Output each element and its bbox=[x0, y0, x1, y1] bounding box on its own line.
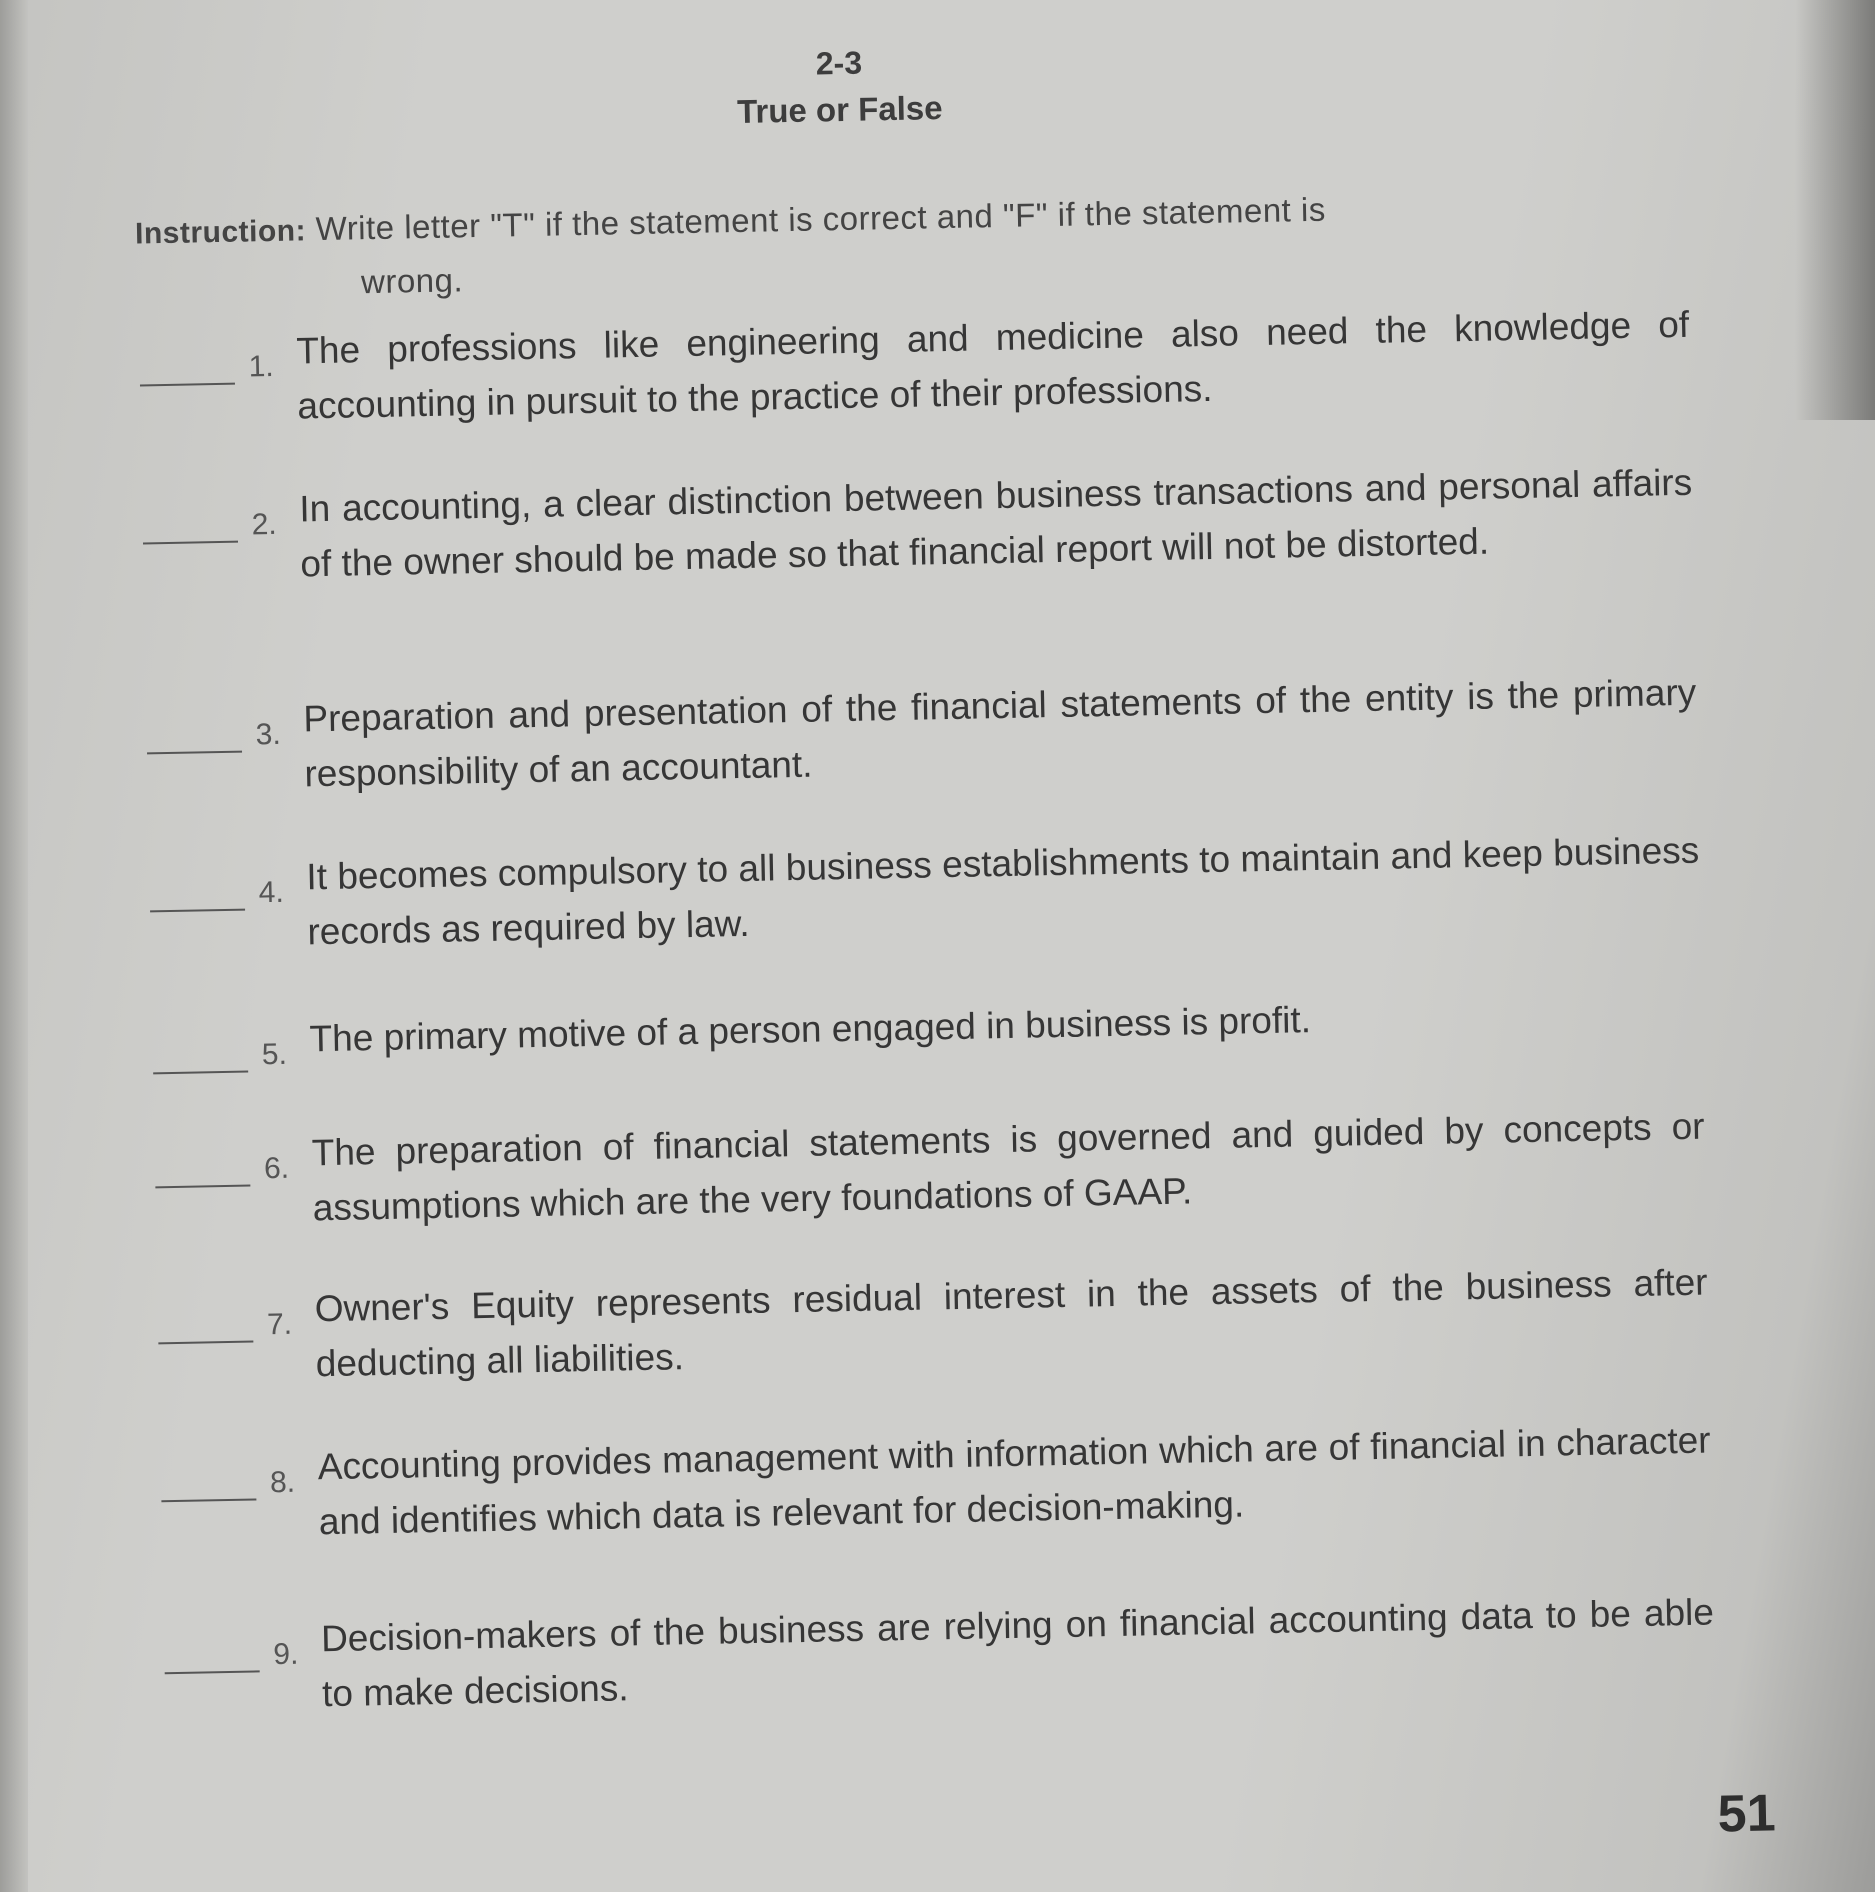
question-number: 2. bbox=[251, 507, 278, 542]
answer-blank-6[interactable] bbox=[155, 1185, 250, 1189]
question-text: Owner's Equity represents residual interest in the assets of the business after deducting all liabilities. bbox=[314, 1261, 1708, 1385]
question-text: Accounting provides management with information which are of financial in character and identifies which data is relevant for decision-making. bbox=[317, 1419, 1711, 1543]
question-item-6 bbox=[154, 1099, 1706, 1239]
instruction bbox=[135, 178, 1607, 312]
question-number: 5. bbox=[261, 1037, 288, 1072]
instruction-label: Instruction: bbox=[134, 214, 307, 251]
question-number: 7. bbox=[266, 1307, 293, 1342]
instruction-text-continued: wrong. bbox=[360, 261, 464, 301]
answer-blank-2[interactable] bbox=[143, 541, 238, 545]
answer-blank-3[interactable] bbox=[147, 751, 242, 755]
question-number: 6. bbox=[263, 1151, 290, 1186]
question-item-4 bbox=[149, 823, 1701, 963]
answer-blank-8[interactable] bbox=[161, 1498, 256, 1502]
page-number: 51 bbox=[1717, 1784, 1777, 1844]
answer-blank-9[interactable] bbox=[165, 1670, 260, 1674]
question-number: 9. bbox=[273, 1637, 299, 1672]
section-number: 2-3 bbox=[815, 44, 863, 82]
question-number: 8. bbox=[269, 1465, 296, 1500]
question-item-1 bbox=[139, 297, 1691, 437]
question-text: The professions like engineering and medicine also need the knowledge of accounting in pursuit to the practice of their professions. bbox=[295, 303, 1690, 427]
question-item-7 bbox=[157, 1255, 1709, 1395]
question-text: In accounting, a clear distinction between business transactions and personal affairs of the owner should be made so that financial report will not be distorted. bbox=[298, 461, 1693, 585]
question-item-5 bbox=[152, 985, 1703, 1075]
question-number: 3. bbox=[255, 717, 282, 752]
answer-blank-1[interactable] bbox=[140, 383, 235, 387]
question-text: Decision-makers of the business are relying on financial accounting data to be able to make decisions. bbox=[320, 1591, 1715, 1715]
question-text: The primary motive of a person engaged in business is profit. bbox=[309, 999, 1312, 1060]
question-text: Preparation and presentation of the financial statements of the entity is the primary responsibility of an accountant. bbox=[303, 671, 1697, 795]
answer-blank-4[interactable] bbox=[150, 909, 245, 913]
question-item-8 bbox=[160, 1413, 1712, 1553]
instruction-text: Write letter "T" if the statement is correct and "F" if the statement is bbox=[315, 190, 1327, 248]
question-number: 4. bbox=[258, 875, 285, 910]
answer-blank-7[interactable] bbox=[158, 1340, 253, 1344]
question-item-9 bbox=[164, 1585, 1716, 1725]
section-title: True or False bbox=[736, 89, 943, 130]
question-item-3 bbox=[146, 665, 1698, 805]
question-text: It becomes compulsory to all business establishments to maintain and keep business records as required by law. bbox=[306, 829, 1700, 953]
question-item-2 bbox=[142, 455, 1694, 595]
question-number: 1. bbox=[248, 349, 274, 384]
answer-blank-5[interactable] bbox=[153, 1071, 248, 1075]
question-text: The preparation of financial statements is governed and guided by concepts or assumptions which are the very foundations of GAAP. bbox=[311, 1105, 1705, 1229]
